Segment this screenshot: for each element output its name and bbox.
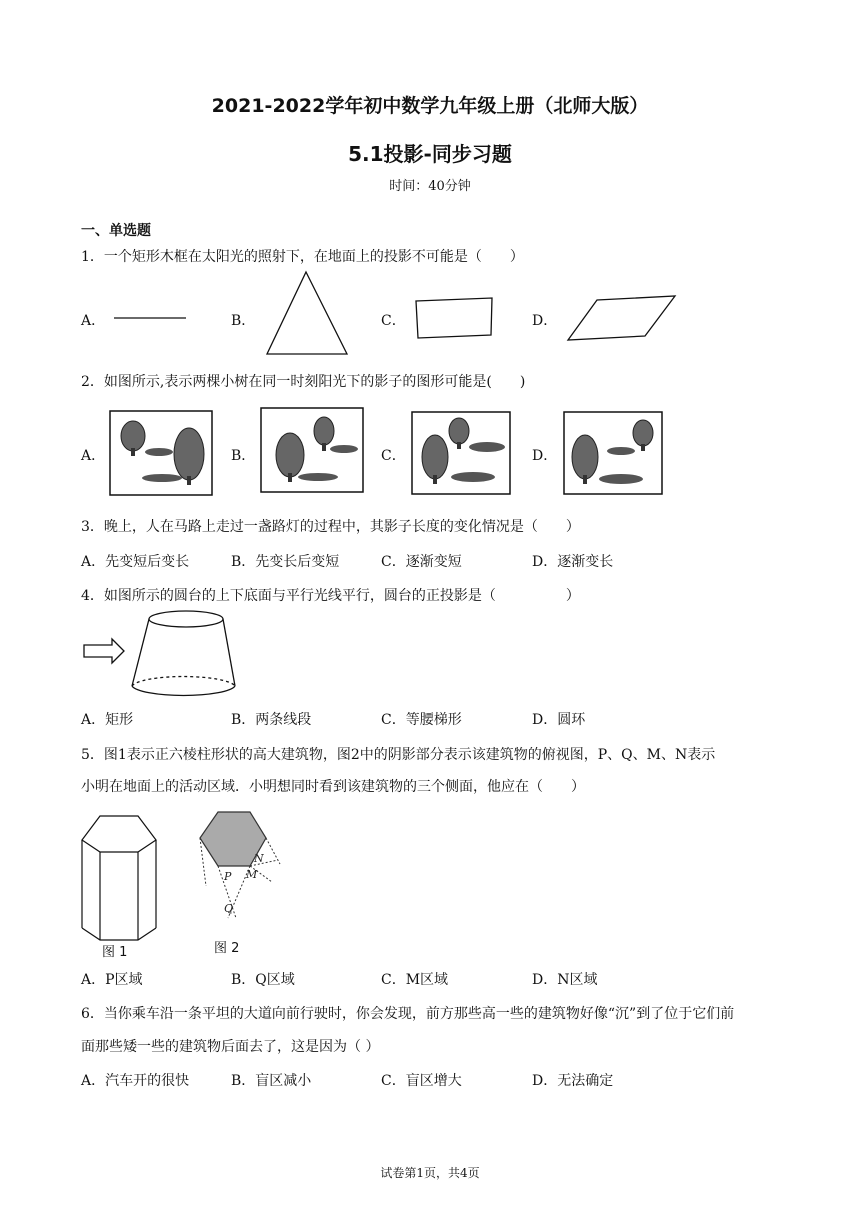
exam-subtitle: 5.1投影-同步习题 bbox=[348, 142, 512, 166]
question-6-stem-line-1: 6．当你乘车沿一条平坦的大道向前行驶时，你会发现，前方那些高一些的建筑物好像“沉”到了位于它们前 bbox=[81, 1006, 735, 1022]
q2-option-b-tree-figure bbox=[260, 407, 364, 493]
question-4-stem: 4．如图所示的圆台的上下底面与平行光线平行，圆台的正投影是（ ） bbox=[81, 588, 580, 604]
q2-option-d-label: D． bbox=[532, 448, 558, 464]
q3-option-a: A．先变短后变长 bbox=[81, 554, 190, 570]
q3-option-d: D．逐渐变长 bbox=[532, 554, 614, 570]
q5-letter-p: P bbox=[224, 870, 232, 883]
question-2-stem: 2．如图所示,表示两棵小树在同一时刻阳光下的影子的图形可能是( ) bbox=[81, 374, 526, 390]
q4-option-b: B．两条线段 bbox=[231, 712, 312, 728]
question-6-stem-line-2: 面那些矮一些的建筑物后面去了，这是因为（ ） bbox=[81, 1039, 380, 1055]
q1-option-c-label: C． bbox=[381, 313, 406, 329]
q1-option-a-label: A． bbox=[81, 313, 106, 329]
q5-letter-q: Q bbox=[224, 902, 234, 915]
q2-option-c-tree-figure bbox=[411, 411, 511, 495]
q5-top-view-figure bbox=[188, 808, 284, 960]
q5-option-a: A．P区域 bbox=[81, 972, 143, 988]
page-footer: 试卷第1页，共4页 bbox=[380, 1166, 480, 1180]
q6-option-a: A．汽车开的很快 bbox=[81, 1073, 190, 1089]
section-heading: 一、单选题 bbox=[81, 223, 151, 239]
q5-fig2-label: 图 2 bbox=[214, 941, 240, 956]
q1-rectangle-figure bbox=[412, 296, 496, 342]
q5-letter-m: M bbox=[246, 868, 258, 881]
q5-letter-n: N bbox=[254, 852, 264, 865]
q2-option-d-tree-figure bbox=[563, 411, 663, 495]
q6-option-c: C．盲区增大 bbox=[381, 1073, 462, 1089]
q1-option-b-label: B． bbox=[231, 313, 256, 329]
question-5-stem-line-1: 5．图1表示正六棱柱形状的高大建筑物，图2中的阴影部分表示该建筑物的俯视图，P、Q、M、N表示 bbox=[81, 747, 716, 763]
q3-option-b: B．先变长后变短 bbox=[231, 554, 340, 570]
q5-fig1-label: 图 1 bbox=[102, 945, 128, 960]
q5-hexagonal-prism-figure bbox=[78, 808, 160, 960]
q4-frustum-figure bbox=[82, 608, 242, 704]
q1-triangle-figure bbox=[264, 270, 350, 356]
q5-option-d: D．N区域 bbox=[532, 972, 598, 988]
exam-title: 2021-2022学年初中数学九年级上册（北师大版） bbox=[211, 95, 649, 117]
q2-option-c-label: C． bbox=[381, 448, 406, 464]
q5-option-b: B．Q区域 bbox=[231, 972, 295, 988]
q4-option-a: A．矩形 bbox=[81, 712, 134, 728]
q2-option-a-label: A． bbox=[81, 448, 106, 464]
q2-option-b-label: B． bbox=[231, 448, 256, 464]
question-3-stem: 3．晚上，人在马路上走过一盏路灯的过程中，其影子长度的变化情况是（ ） bbox=[81, 519, 580, 535]
q4-option-c: C．等腰梯形 bbox=[381, 712, 462, 728]
q1-parallelogram-figure bbox=[565, 294, 679, 342]
q1-option-d-label: D． bbox=[532, 313, 558, 329]
question-1-stem: 1．一个矩形木框在太阳光的照射下，在地面上的投影不可能是（ ） bbox=[81, 249, 524, 265]
q6-option-b: B．盲区减小 bbox=[231, 1073, 312, 1089]
exam-time: 时间：40分钟 bbox=[389, 179, 471, 194]
question-5-stem-line-2: 小明在地面上的活动区域．小明想同时看到该建筑物的三个侧面，他应在（ ） bbox=[81, 779, 585, 795]
q3-option-c: C．逐渐变短 bbox=[381, 554, 462, 570]
q6-option-d: D．无法确定 bbox=[532, 1073, 614, 1089]
q2-option-a-tree-figure bbox=[109, 410, 213, 496]
q4-option-d: D．圆环 bbox=[532, 712, 586, 728]
q1-line-segment-figure bbox=[112, 312, 188, 324]
q5-option-c: C．M区域 bbox=[381, 972, 449, 988]
